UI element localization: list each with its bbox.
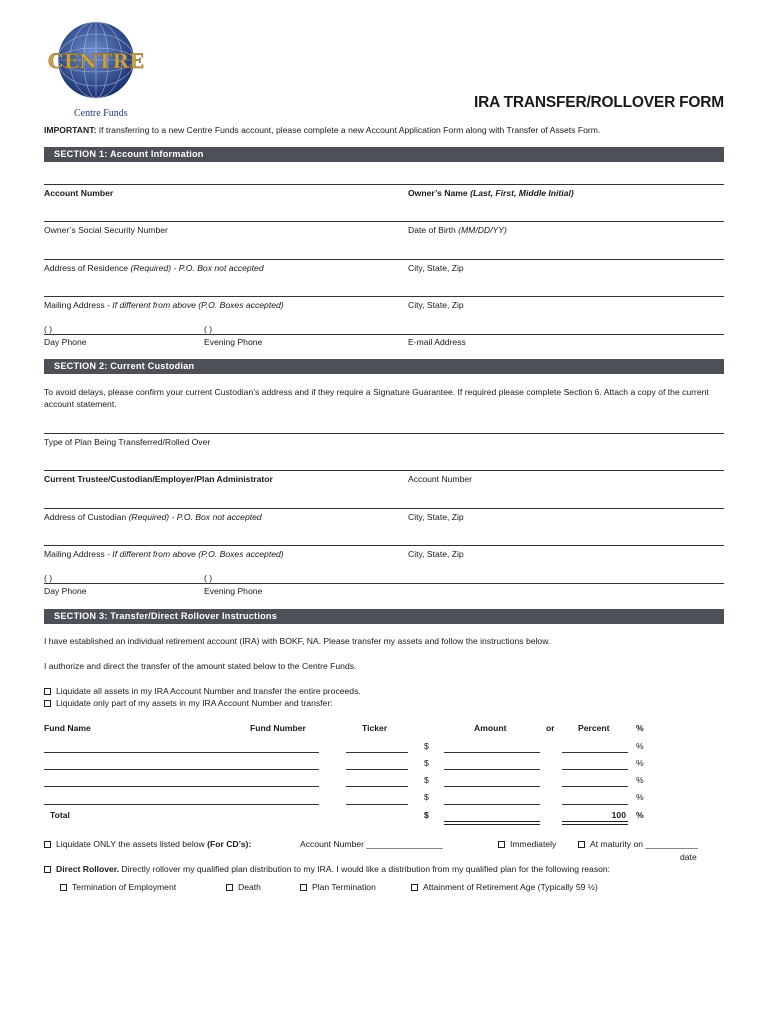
dollar-sign: $ <box>424 741 429 751</box>
custodian-address-line[interactable] <box>44 508 724 509</box>
total-percent-field <box>562 821 628 825</box>
col-ticker: Ticker <box>362 723 388 733</box>
custodian-phone-line[interactable] <box>44 583 724 584</box>
col-percent: Percent <box>578 723 610 733</box>
dollar-sign: $ <box>424 792 429 802</box>
email-label: E-mail Address <box>408 337 466 347</box>
checkbox-direct-rollover[interactable] <box>44 866 51 873</box>
percent-field[interactable] <box>562 769 628 770</box>
trustee-line[interactable] <box>44 470 724 471</box>
mailing-address-label: Mailing Address - If different from above (P.O. Boxes accepted) <box>44 300 284 310</box>
col-percent-sign: % <box>636 723 644 733</box>
custodian-mailing-label: Mailing Address - If different from above (P.O. Boxes accepted) <box>44 549 284 559</box>
phone-line[interactable] <box>44 334 724 335</box>
reason-retirement-age[interactable]: Attainment of Retirement Age (Typically 59 ½) <box>411 882 598 892</box>
total-dollar-sign: $ <box>424 810 429 820</box>
authorize-statement: I authorize and direct the transfer of the amount stated below to the Centre Funds. <box>44 661 357 671</box>
date-caption: date <box>680 852 697 862</box>
amount-field[interactable] <box>444 769 540 770</box>
establish-statement: I have established an individual retirement account (IRA) with BOKF, NA. Please transfer my assets and follow the instructions below. <box>44 636 551 646</box>
evening-phone-area: ( ) <box>204 324 213 334</box>
total-percent-sign: % <box>636 810 644 820</box>
reason-death[interactable]: Death <box>226 882 261 892</box>
total-percent-value: 100 <box>611 810 626 820</box>
col-fund-number: Fund Number <box>250 723 306 733</box>
custodian-city-label: City, State, Zip <box>408 512 464 522</box>
amount-field[interactable] <box>444 752 540 753</box>
total-label: Total <box>50 810 70 820</box>
dollar-sign: $ <box>424 758 429 768</box>
checkbox-liquidate-all[interactable] <box>44 688 51 695</box>
day-phone-label: Day Phone <box>44 337 87 347</box>
option-direct-rollover[interactable]: Direct Rollover. Directly rollover my qualified plan distribution to my IRA. I would like a distribution from my qualified plan for the following reason: <box>44 864 610 874</box>
reason-plan-termination[interactable]: Plan Termination <box>300 882 376 892</box>
ticker-field[interactable] <box>346 769 408 770</box>
percent-field[interactable] <box>562 752 628 753</box>
section-2-header: SECTION 2: Current Custodian <box>44 359 724 374</box>
address-line[interactable] <box>44 259 724 260</box>
col-or: or <box>546 723 555 733</box>
ticker-field[interactable] <box>346 804 408 805</box>
custodian-mailing-city-label: City, State, Zip <box>408 549 464 559</box>
total-amount-field[interactable] <box>444 821 540 825</box>
option-liquidate-all[interactable]: Liquidate all assets in my IRA Account Number and transfer the entire proceeds. <box>44 686 361 696</box>
section-3-header: SECTION 3: Transfer/Direct Rollover Instructions <box>44 609 724 624</box>
cd-account-number-field[interactable]: Account Number ________________ <box>300 839 443 849</box>
ssn-label: Owner’s Social Security Number <box>44 225 168 235</box>
fund-name-field[interactable] <box>44 804 319 805</box>
important-label: IMPORTANT: <box>44 125 97 135</box>
trustee-label: Current Trustee/Custodian/Employer/Plan Administrator <box>44 474 273 484</box>
option-at-maturity[interactable]: At maturity on ___________ <box>578 839 698 849</box>
percent-sign: % <box>636 792 644 802</box>
checkbox-immediately[interactable] <box>498 841 505 848</box>
checkbox-retirement-age[interactable] <box>411 884 418 891</box>
amount-field[interactable] <box>444 804 540 805</box>
checkbox-liquidate-cds[interactable] <box>44 841 51 848</box>
dob-label: Date of Birth (MM/DD/YY) <box>408 225 507 235</box>
custodian-intro: To avoid delays, please confirm your current Custodian’s address and if they require a Signature Guarantee. If required please complete Section 6. Attach a copy of the current account statement. <box>44 387 709 409</box>
ssn-line[interactable] <box>44 221 724 222</box>
col-fund-name: Fund Name <box>44 723 91 733</box>
mailing-address-line[interactable] <box>44 296 724 297</box>
important-text: If transferring to a new Centre Funds account, please complete a new Account Application Form along with Transfer of Assets Form. <box>96 125 601 135</box>
account-number-label: Account Number <box>44 188 114 198</box>
plan-type-label: Type of Plan Being Transferred/Rolled Over <box>44 437 211 447</box>
logo-wordmark: CENTRE <box>47 49 145 73</box>
section-1-header: SECTION 1: Account Information <box>44 147 724 162</box>
address-label: Address of Residence (Required) - P.O. Box not accepted <box>44 263 264 273</box>
fund-name-field[interactable] <box>44 752 319 753</box>
custodian-day-phone-label: Day Phone <box>44 586 87 596</box>
ticker-field[interactable] <box>346 786 408 787</box>
percent-sign: % <box>636 741 644 751</box>
checkbox-at-maturity[interactable] <box>578 841 585 848</box>
percent-field[interactable] <box>562 786 628 787</box>
col-amount: Amount <box>474 723 507 733</box>
fund-name-field[interactable] <box>44 786 319 787</box>
option-liquidate-part[interactable]: Liquidate only part of my assets in my IRA Account Number and transfer: <box>44 698 333 708</box>
option-liquidate-cds[interactable]: Liquidate ONLY the assets listed below (For CD’s): <box>44 839 251 849</box>
percent-field[interactable] <box>562 804 628 805</box>
custodian-evening-phone-label: Evening Phone <box>204 586 263 596</box>
centre-funds-logo <box>44 20 154 120</box>
checkbox-liquidate-part[interactable] <box>44 700 51 707</box>
ticker-field[interactable] <box>346 752 408 753</box>
logo-subtitle: Centre Funds <box>74 108 128 119</box>
account-number-line[interactable] <box>44 184 724 185</box>
option-immediately[interactable]: Immediately <box>498 839 556 849</box>
city-state-zip-label: City, State, Zip <box>408 263 464 273</box>
custodian-evening-phone-area: ( ) <box>204 573 213 583</box>
reason-termination[interactable]: Termination of Employment <box>60 882 176 892</box>
percent-sign: % <box>636 775 644 785</box>
important-notice <box>44 125 600 135</box>
mailing-city-label: City, State, Zip <box>408 300 464 310</box>
dollar-sign: $ <box>424 775 429 785</box>
amount-field[interactable] <box>444 786 540 787</box>
day-phone-area: ( ) <box>44 324 53 334</box>
checkbox-plan-termination[interactable] <box>300 884 307 891</box>
custodian-address-label: Address of Custodian (Required) - P.O. Box not accepted <box>44 512 262 522</box>
plan-type-line[interactable] <box>44 433 724 434</box>
custodian-account-number-label: Account Number <box>408 474 473 484</box>
owner-name-label: Owner’s Name (Last, First, Middle Initial) <box>408 188 574 198</box>
evening-phone-label: Evening Phone <box>204 337 263 347</box>
custodian-day-phone-area: ( ) <box>44 573 53 583</box>
checkbox-termination[interactable] <box>60 884 67 891</box>
checkbox-death[interactable] <box>226 884 233 891</box>
fund-name-field[interactable] <box>44 769 319 770</box>
form-title: IRA TRANSFER/ROLLOVER FORM <box>474 94 724 111</box>
custodian-mailing-line[interactable] <box>44 545 724 546</box>
percent-sign: % <box>636 758 644 768</box>
